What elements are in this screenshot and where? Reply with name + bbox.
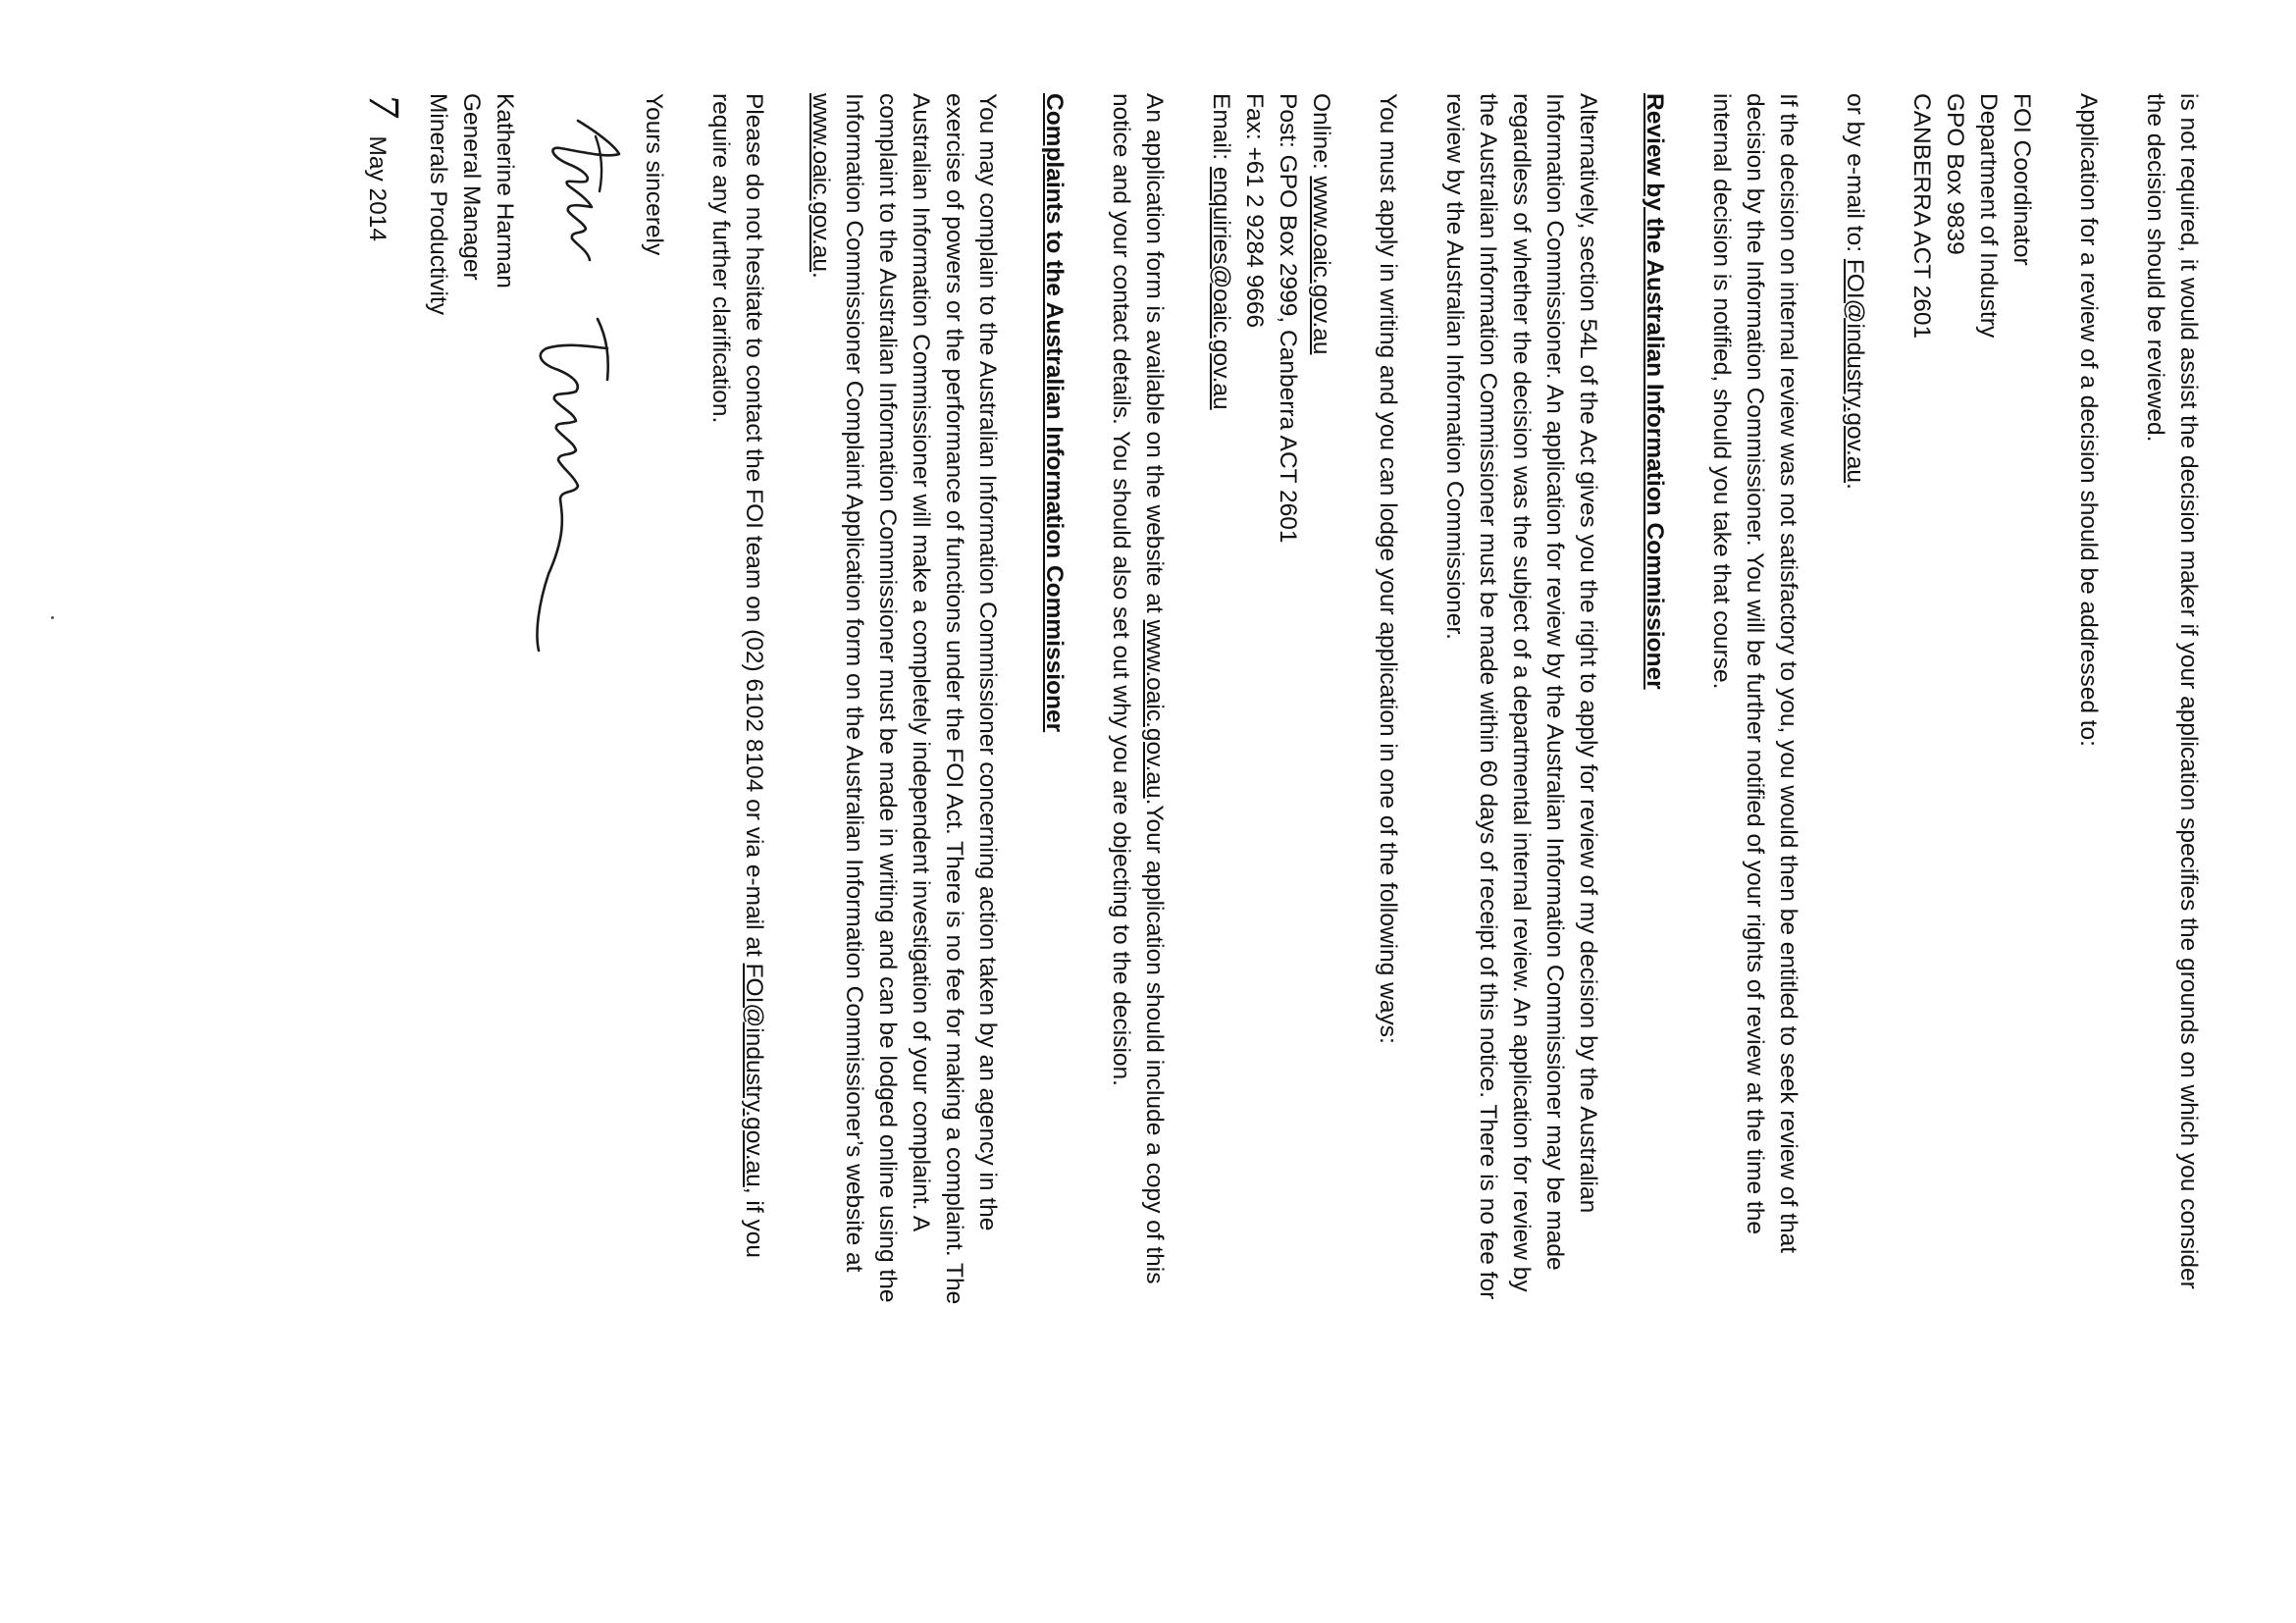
paragraph-line: internal decision is notified, should you take that course. [1708,93,1735,690]
date-month-year: May 2014 [364,135,391,242]
email-label: Email: [1208,93,1234,167]
contact-online [1304,93,1337,1536]
date-day-handwritten: 7 [360,93,405,119]
paragraph-text: . [808,272,834,279]
paragraph-line: Information Commissioner. An application for review by the Australian Information Commissioner may be made [1541,93,1568,1271]
online-label: Online: [1308,93,1334,177]
paragraph-line: notice and your contact details. You should also set out why you are objecting to the decision. [1108,93,1134,1086]
address-line: CANBERRA ACT 2601 [1908,93,1935,340]
letter-date [360,93,405,1536]
paragraph-line: decision by the Information Commissioner. You will be further notified of your rights of review at the time the [1742,93,1768,1234]
paragraph-text: , if you [741,1186,767,1258]
paragraph-line: exercise of powers or the performance of functions under the FOI Act. There is no fee for making a complaint. The [941,93,967,1305]
oaic-website-link[interactable]: www.oaic.gov.au [1308,176,1334,355]
signatory-division: Minerals Productivity [425,93,451,316]
contact-block [1204,93,1337,1536]
paragraph-line: require any further clarification. [707,93,734,424]
paragraph-line [737,93,770,1536]
address-intro: Application for a review of a decision should be addressed to: [2075,93,2102,747]
address-line: GPO Box 9839 [1942,93,1968,255]
intro-line: the decision should be reviewed. [2142,93,2168,443]
foi-email-link[interactable]: FOI@industry.gov.au [1842,258,1868,484]
contact-email [1204,93,1237,1536]
form-text: .Your application should include a copy of this [1141,798,1168,1284]
contact-paragraph [704,93,770,1536]
paragraph-line: review by the Australian Information Commissioner. [1441,93,1468,640]
letter-body [360,93,2205,1536]
paragraph-text: Please do not hesitate to contact the FOI team on (02) 6102 8104 or via e-mail at [741,93,767,964]
address-line: FOI Coordinator [2009,93,2035,266]
paragraph-line: the Australian Information Commissioner must be made within 60 days of receipt of this notice. There is no fee for [1475,93,1501,1300]
form-text: An application form is available on the website at [1141,93,1168,620]
intro-paragraph [2138,93,2205,1536]
signatory-name: Katherine Harman [492,93,518,288]
email-suffix: . [1842,483,1868,490]
closing: Yours sincerely [641,93,667,256]
complaints-heading: Complaints to the Australian Information Commissioner [1041,93,1068,733]
email-prefix: or by e-mail to: [1842,93,1868,259]
paragraph-line: regardless of whether the decision was the subject of a departmental internal review. An application for review by [1508,93,1535,1292]
form-paragraph [1104,93,1171,1536]
paragraph-line: If the decision on internal review was not satisfactory to you, you would then be entitled to seek review of that [1775,93,1801,1254]
paragraph-line [804,93,837,1536]
review-heading: Review by the Australian Information Commissioner [1642,93,1668,690]
address-line: Department of Industry [1975,93,2002,339]
oaic-website-link[interactable]: www.oaic.gov.au [808,93,834,273]
intro-line: is not required, it would assist the decision maker if your application specifies the grounds on which you consider [2175,93,2202,1289]
internal-review-paragraph [1704,93,1804,1536]
handwritten-signature [521,93,637,1536]
paragraph-line: Information Commissioner Complaint Application form on the Australian Information Commissioner’s website at [841,93,867,1273]
signatory-title: General Manager [458,93,485,281]
email-line [1838,93,1871,1536]
oaic-website-link[interactable]: www.oaic.gov.au [1141,619,1168,799]
address-block [1905,93,2038,1536]
paragraph-line: Alternatively, section 54L of the Act gives you the right to apply for review of my decision by the Australian [1575,93,1601,1214]
foi-email-link[interactable]: FOI@industry.gov.au [741,963,767,1187]
signature-drawing [521,113,637,662]
paragraph-line [1137,93,1171,1536]
oaic-email-link[interactable]: enquiries@oaic.gov.au [1208,166,1234,410]
paragraph-line: Australian Information Commissioner will make a completely independent investigation of your complaint. A [908,93,934,1232]
apply-line: You must apply in writing and you can lodge your application in one of the following ways: [1375,93,1401,1044]
contact-post: Post: GPO Box 2999, Canberra ACT 2601 [1275,93,1301,544]
paragraph-line: You may complain to the Australian Information Commissioner concerning action taken by an agency in the [974,93,1001,1231]
paragraph-line: complaint to the Australian Information Commissioner must be made in writing and can be lodged online using the [874,93,901,1303]
signatory-block [421,93,521,1536]
complaints-paragraph [804,93,1004,1536]
review-paragraph [1437,93,1604,1536]
contact-fax: Fax: +61 2 9284 9666 [1241,93,1268,329]
